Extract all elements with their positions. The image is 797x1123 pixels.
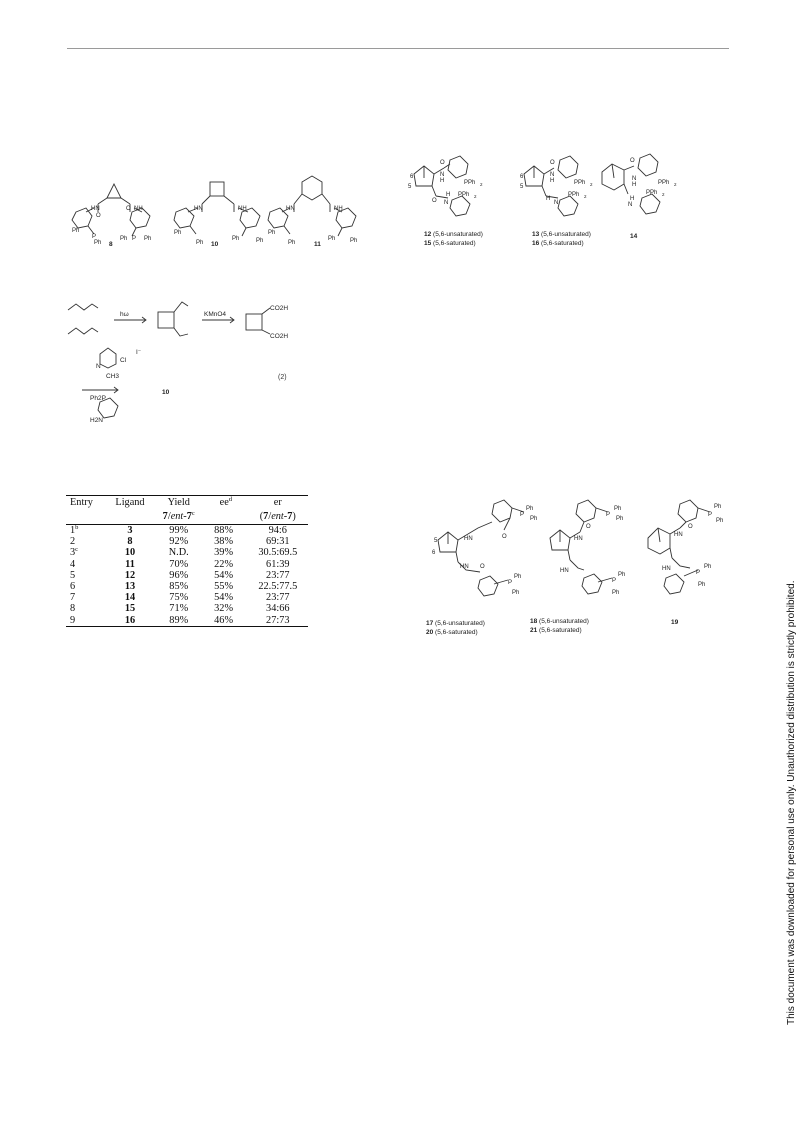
- cell-yield: 96%: [169, 569, 189, 581]
- ligand-label-17: 17 (5,6-unsaturated): [426, 620, 485, 627]
- svg-text:Ph: Ph: [704, 564, 712, 570]
- ligand-label-19: 19: [671, 619, 679, 626]
- svg-text:Ph: Ph: [512, 590, 520, 596]
- svg-text:Ph: Ph: [612, 590, 620, 596]
- cell-ligand: 10: [124, 547, 136, 559]
- cell-ligand: 3: [127, 525, 133, 536]
- svg-text:PPh: PPh: [574, 180, 586, 186]
- svg-text:2: 2: [662, 192, 665, 197]
- cell-yield: 85%: [169, 581, 189, 593]
- svg-text:2: 2: [474, 194, 477, 199]
- svg-text:Cl: Cl: [120, 357, 127, 364]
- cell-ligand: 16: [107, 615, 154, 627]
- cell-ee: 54%: [214, 592, 234, 604]
- cell-yield: 75%: [169, 592, 189, 604]
- ligand-structures-12-16: [396, 150, 696, 230]
- svg-text:N: N: [632, 176, 637, 182]
- table-row: [66, 592, 308, 603]
- svg-text:10: 10: [162, 389, 170, 396]
- svg-text:Ph: Ph: [514, 574, 522, 580]
- header-er: er: [248, 496, 308, 511]
- svg-text:N: N: [440, 172, 445, 178]
- cell-ee: 39%: [214, 547, 234, 559]
- cell-ligand: 8: [127, 536, 133, 548]
- table-row: [66, 615, 308, 627]
- svg-text:Ph: Ph: [716, 518, 724, 524]
- cell-entry: 3$^c$: [70, 546, 79, 559]
- ligand-label-13: 13 (5,6-unsaturated): [532, 231, 591, 238]
- svg-text:HN: HN: [674, 532, 683, 538]
- svg-text:O: O: [586, 524, 591, 530]
- svg-text:KMnO4: KMnO4: [204, 311, 227, 318]
- header-ligand: Ligand: [107, 496, 154, 511]
- svg-text:Ph: Ph: [288, 240, 296, 246]
- svg-text:O: O: [96, 213, 101, 219]
- svg-text:PPh: PPh: [458, 192, 470, 198]
- svg-text:Ph: Ph: [196, 240, 204, 246]
- svg-text:H: H: [446, 192, 451, 198]
- svg-text:2: 2: [590, 182, 593, 187]
- header-ee: $ee^d$: [204, 496, 247, 511]
- svg-text:6: 6: [432, 550, 436, 556]
- ligand-label-10: 10: [211, 241, 219, 248]
- svg-text:O: O: [440, 160, 445, 166]
- svg-text:CH3: CH3: [106, 373, 120, 380]
- svg-text:O: O: [126, 206, 131, 212]
- svg-text:P: P: [520, 512, 525, 518]
- results-table: [66, 495, 308, 627]
- svg-text:P: P: [696, 570, 701, 576]
- ligand-label-12: 12 (5,6-unsaturated): [424, 231, 483, 238]
- svg-text:P: P: [708, 512, 713, 518]
- cell-yield: 70%: [169, 558, 189, 570]
- svg-text:Ph: Ph: [714, 504, 722, 510]
- svg-text:Ph: Ph: [256, 238, 264, 244]
- svg-text:H2N: H2N: [90, 417, 104, 424]
- svg-text:Ph: Ph: [526, 506, 534, 512]
- cell-entry: 2: [70, 536, 76, 548]
- ligand-label-20: 20 (5,6-saturated): [426, 629, 478, 636]
- svg-text:PPh: PPh: [646, 190, 658, 196]
- svg-text:PPh: PPh: [464, 180, 476, 186]
- svg-text:Ph: Ph: [530, 516, 538, 522]
- ligand-label-8: 8: [109, 241, 113, 248]
- cell-ee: 22%: [214, 558, 234, 570]
- svg-text:Ph: Ph: [328, 236, 336, 242]
- side-notice: This document was downloaded for personal use only. Unauthorized distribution is strictly prohibited.: [786, 580, 797, 1025]
- cell-ligand: 12: [124, 569, 136, 581]
- entry-footnote-mark: b: [75, 524, 79, 531]
- ligand-label-15: 15 (5,6-saturated): [424, 240, 476, 247]
- svg-text:P: P: [606, 512, 611, 518]
- svg-text:Ph: Ph: [350, 238, 358, 244]
- ligand-label-21: 21 (5,6-saturated): [530, 627, 582, 634]
- svg-text:HN: HN: [574, 536, 583, 542]
- svg-text:O: O: [688, 524, 693, 530]
- svg-text:PPh: PPh: [568, 192, 580, 198]
- cell-ee: 88%: [214, 525, 234, 536]
- svg-text:6: 6: [520, 174, 524, 180]
- cell-er: 61:39: [266, 558, 290, 570]
- entry-footnote-mark: c: [75, 546, 79, 554]
- cell-entry: 4: [70, 558, 76, 570]
- svg-text:H: H: [550, 178, 555, 184]
- svg-text:Ph: Ph: [618, 572, 626, 578]
- ligand-structures-17-21: [408, 498, 738, 613]
- table-row: [66, 559, 308, 570]
- cell-ligand: 11: [125, 558, 135, 570]
- svg-text:6: 6: [410, 174, 414, 180]
- table-row: [66, 603, 308, 614]
- svg-text:2: 2: [674, 182, 677, 187]
- svg-text:Ph: Ph: [94, 240, 102, 246]
- cell-yield: N.D.: [168, 547, 189, 559]
- header-er-sub: (7/ent-7): [248, 510, 308, 525]
- cell-ee: 55%: [214, 581, 234, 593]
- svg-text:5: 5: [520, 184, 524, 190]
- svg-text:H: H: [632, 182, 637, 188]
- svg-text:O: O: [502, 534, 507, 540]
- svg-text:O: O: [432, 198, 437, 204]
- equation-number: (2): [278, 374, 287, 381]
- cell-yield: 89%: [153, 615, 204, 627]
- table-row: [66, 547, 308, 558]
- ligand-label-18: 18 (5,6-unsaturated): [530, 618, 589, 625]
- cell-ee: 54%: [214, 569, 234, 581]
- svg-text:O: O: [550, 160, 555, 166]
- svg-text:Ph: Ph: [174, 230, 182, 236]
- svg-text:H: H: [440, 178, 445, 184]
- cell-entry: 8: [70, 603, 76, 615]
- svg-text:PPh: PPh: [658, 180, 670, 186]
- svg-text:Ph: Ph: [144, 236, 152, 242]
- svg-text:CO2H: CO2H: [270, 333, 289, 340]
- cell-yield: 99%: [169, 525, 189, 536]
- svg-text:O: O: [480, 564, 485, 570]
- svg-text:hω: hω: [120, 311, 129, 318]
- svg-text:NH: NH: [334, 206, 343, 212]
- svg-text:N: N: [444, 200, 449, 206]
- svg-text:Ph2P: Ph2P: [90, 395, 106, 402]
- svg-text:CO2H: CO2H: [270, 305, 289, 312]
- svg-text:P: P: [132, 236, 137, 242]
- svg-text:N: N: [96, 363, 101, 370]
- cell-ligand: 13: [124, 581, 136, 593]
- cell-entry: 5: [70, 569, 76, 581]
- svg-text:Ph: Ph: [232, 236, 240, 242]
- svg-text:5: 5: [408, 184, 412, 190]
- svg-text:Ph: Ph: [616, 516, 624, 522]
- ligand-label-16: 16 (5,6-saturated): [532, 240, 584, 247]
- cell-ligand: 15: [124, 603, 136, 615]
- header-rule: [67, 48, 729, 49]
- table-row: [66, 536, 308, 547]
- cell-yield: 92%: [169, 536, 189, 548]
- table-row: [66, 525, 308, 537]
- svg-text:P: P: [612, 578, 617, 584]
- svg-text:2: 2: [480, 182, 483, 187]
- cell-er: 22.5:77.5: [258, 581, 298, 593]
- svg-text:P: P: [92, 234, 97, 240]
- header-yield-sub: 7/ent-7$^c$: [153, 510, 204, 525]
- cell-entry: 6: [70, 581, 76, 593]
- cell-ee: 38%: [214, 536, 234, 548]
- ligand-label-11: 11: [314, 241, 321, 248]
- svg-text:H: H: [546, 196, 551, 202]
- ligand-label-14: 14: [630, 233, 638, 240]
- cell-er: 69:31: [266, 536, 290, 548]
- cell-er: 30.5:69.5: [258, 547, 298, 559]
- reaction-scheme: [62, 292, 312, 432]
- svg-text:HN: HN: [194, 206, 203, 212]
- svg-text:2: 2: [584, 194, 587, 199]
- svg-text:HN: HN: [662, 566, 671, 572]
- cell-er: 23:77: [266, 569, 290, 581]
- header-yield: Yield: [153, 496, 204, 511]
- svg-text:Ph: Ph: [72, 228, 80, 234]
- svg-text:HN: HN: [560, 568, 569, 574]
- svg-text:Ph: Ph: [120, 236, 128, 242]
- svg-text:N: N: [550, 172, 555, 178]
- cell-ligand: 14: [124, 592, 136, 604]
- cell-ee: 32%: [214, 603, 234, 615]
- cell-er: 34:66: [266, 603, 290, 615]
- svg-text:HN: HN: [91, 206, 100, 212]
- svg-text:NH: NH: [238, 206, 247, 212]
- svg-text:HN: HN: [460, 564, 469, 570]
- cell-er: 23:77: [266, 592, 290, 604]
- cell-entry: 7: [70, 592, 76, 604]
- table-row: [66, 570, 308, 581]
- cell-yield: 71%: [169, 603, 189, 615]
- svg-text:Ph: Ph: [698, 582, 706, 588]
- svg-text:Ph: Ph: [268, 230, 276, 236]
- svg-text:HN: HN: [464, 536, 473, 542]
- svg-text:I⁻: I⁻: [136, 349, 142, 356]
- cell-entry: 1$^b$: [70, 524, 79, 536]
- svg-text:N: N: [628, 202, 633, 208]
- svg-text:NH: NH: [134, 206, 143, 212]
- table-row: [66, 581, 308, 592]
- svg-text:O: O: [630, 158, 635, 164]
- cell-er: 27:73: [248, 615, 308, 627]
- svg-text:Ph: Ph: [614, 506, 622, 512]
- cell-entry: 9: [66, 615, 107, 627]
- header-entry: Entry: [66, 496, 107, 511]
- svg-text:P: P: [508, 580, 513, 586]
- svg-text:N: N: [554, 200, 559, 206]
- svg-text:5: 5: [434, 538, 438, 544]
- cell-er: 94:6: [268, 525, 287, 536]
- cell-ee: 46%: [204, 615, 247, 627]
- svg-text:HN: HN: [286, 206, 295, 212]
- svg-text:H: H: [630, 196, 635, 202]
